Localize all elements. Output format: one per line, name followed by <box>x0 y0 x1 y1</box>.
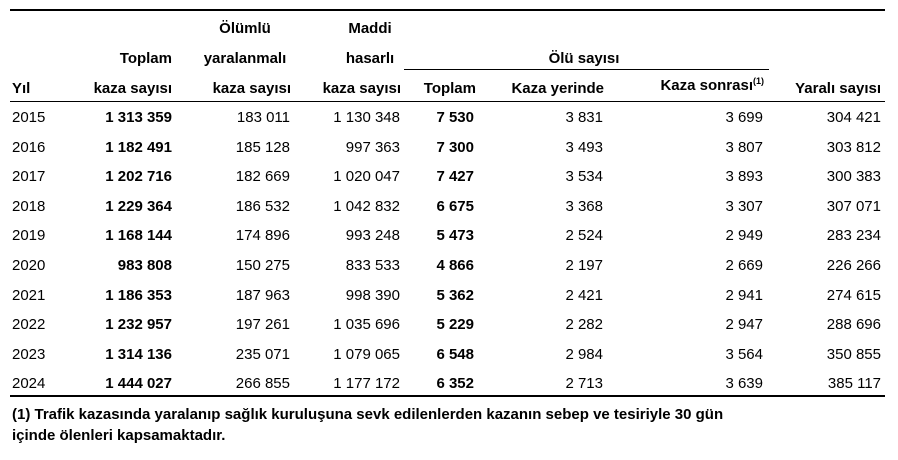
cell-total: 1 182 491 <box>105 138 172 156</box>
cell-damage: 1 130 348 <box>333 109 400 126</box>
header-deaths-group: Ölü sayısı <box>548 50 620 67</box>
cell-year: 2017 <box>12 168 46 186</box>
header-damage-line3: kaza sayısı <box>322 80 401 97</box>
cell-injured: 274 615 <box>826 286 881 304</box>
cell-year: 2018 <box>12 197 46 215</box>
cell-total: 1 444 027 <box>105 375 172 393</box>
cell-total: 1 314 136 <box>105 345 172 363</box>
cell-injured: 304 421 <box>826 109 881 126</box>
cell-deaths-scene: 2 524 <box>565 227 603 245</box>
cell-deaths-scene: 3 368 <box>565 197 603 215</box>
cell-damage: 1 177 172 <box>333 375 400 393</box>
cell-year: 2021 <box>12 286 46 304</box>
cell-damage: 993 248 <box>345 227 400 245</box>
cell-injured: 307 071 <box>826 197 881 215</box>
cell-year: 2016 <box>12 138 46 156</box>
header-damage-line1: Maddi <box>348 20 392 37</box>
header-fatal-line1: Ölümlü <box>219 20 271 37</box>
header-deaths-scene: Kaza yerinde <box>511 80 604 97</box>
cell-damage: 997 363 <box>345 138 400 156</box>
cell-total: 1 229 364 <box>105 197 172 215</box>
header-fatal-line3: kaza sayısı <box>212 80 291 97</box>
cell-injured: 226 266 <box>826 257 881 274</box>
cell-deaths-scene: 3 831 <box>565 109 603 126</box>
deaths-group-rule <box>404 69 769 70</box>
cell-deaths-scene: 2 421 <box>565 286 603 304</box>
header-year: Yıl <box>12 80 31 97</box>
header-total-line2: kaza sayısı <box>93 80 172 97</box>
cell-injured: 288 696 <box>826 316 881 334</box>
cell-deaths-after: 2 669 <box>725 257 763 274</box>
cell-fatal: 187 963 <box>235 286 290 304</box>
cell-deaths-scene: 3 534 <box>565 168 603 186</box>
cell-deaths-scene: 2 713 <box>565 375 603 393</box>
cell-injured: 385 117 <box>827 375 881 393</box>
cell-fatal: 235 071 <box>235 345 290 363</box>
cell-fatal: 197 261 <box>235 316 290 334</box>
cell-injured: 303 812 <box>826 138 881 156</box>
cell-deaths-scene: 2 984 <box>565 345 603 363</box>
cell-injured: 283 234 <box>826 227 881 245</box>
cell-total: 1 313 359 <box>105 109 172 126</box>
table-top-rule <box>10 9 885 11</box>
cell-deaths-after: 3 307 <box>725 197 763 215</box>
footnote-line1: (1) Trafik kazasında yaralanıp sağlık kuruluşuna sevk edilenlerden kazanın sebep ve tesiriyle 30 gün <box>12 406 724 423</box>
cell-deaths-total: 6 675 <box>436 197 474 215</box>
header-deaths-after-label: Kaza sonrası <box>660 77 753 94</box>
cell-damage: 998 390 <box>345 286 400 304</box>
footnote-line2: içinde ölenleri kapsamaktadır. <box>12 427 226 444</box>
cell-fatal: 174 896 <box>235 227 290 245</box>
cell-fatal: 266 855 <box>235 375 290 393</box>
cell-deaths-total: 6 352 <box>436 375 474 393</box>
cell-deaths-after: 3 807 <box>725 138 763 156</box>
cell-deaths-after: 3 639 <box>725 375 763 393</box>
header-deaths-total: Toplam <box>423 80 476 97</box>
cell-total: 1 202 716 <box>105 168 172 186</box>
header-total-line1: Toplam <box>119 50 172 67</box>
cell-total: 1 232 957 <box>105 316 172 334</box>
cell-deaths-scene: 2 282 <box>565 316 603 334</box>
cell-deaths-total: 7 300 <box>436 138 474 156</box>
cell-damage: 833 533 <box>345 257 400 274</box>
cell-total: 983 808 <box>117 257 172 274</box>
cell-deaths-total: 5 473 <box>436 227 474 245</box>
cell-fatal: 186 532 <box>235 197 290 215</box>
header-damage-line2: hasarlı <box>345 50 395 67</box>
cell-deaths-scene: 3 493 <box>565 138 603 156</box>
cell-injured: 300 383 <box>826 168 881 186</box>
cell-deaths-total: 4 866 <box>436 257 474 274</box>
cell-deaths-total: 5 229 <box>436 316 474 334</box>
cell-deaths-after: 2 947 <box>725 316 763 334</box>
cell-damage: 1 035 696 <box>333 316 400 334</box>
cell-damage: 1 020 047 <box>333 168 400 186</box>
cell-year: 2022 <box>12 316 46 334</box>
header-injured: Yaralı sayısı <box>795 80 881 97</box>
cell-deaths-after: 3 699 <box>725 109 763 126</box>
cell-deaths-after: 2 949 <box>725 227 763 245</box>
cell-deaths-total: 7 530 <box>436 109 474 126</box>
table-bottom-rule <box>10 395 885 397</box>
cell-fatal: 183 011 <box>236 109 290 126</box>
footnote-ref-1: (1) <box>753 76 764 86</box>
cell-total: 1 168 144 <box>105 227 172 245</box>
cell-year: 2019 <box>12 227 46 245</box>
cell-year: 2020 <box>12 257 46 274</box>
cell-damage: 1 079 065 <box>333 345 400 363</box>
cell-fatal: 182 669 <box>235 168 290 186</box>
cell-deaths-after: 3 893 <box>725 168 763 186</box>
header-bottom-rule <box>10 101 885 102</box>
cell-deaths-after: 2 941 <box>725 286 763 304</box>
header-fatal-line2: yaralanmalı <box>203 50 287 67</box>
cell-deaths-after: 3 564 <box>725 345 763 363</box>
cell-fatal: 150 275 <box>235 257 290 274</box>
cell-deaths-scene: 2 197 <box>565 257 603 274</box>
cell-deaths-total: 7 427 <box>436 168 474 186</box>
cell-total: 1 186 353 <box>105 286 172 304</box>
cell-fatal: 185 128 <box>235 138 290 156</box>
cell-injured: 350 855 <box>826 345 881 363</box>
cell-year: 2024 <box>12 375 46 393</box>
cell-year: 2015 <box>12 109 46 126</box>
footnote <box>12 404 723 446</box>
cell-year: 2023 <box>12 345 46 363</box>
cell-damage: 1 042 832 <box>333 197 400 215</box>
header-deaths-after <box>610 77 764 95</box>
cell-deaths-total: 6 548 <box>436 345 474 363</box>
cell-deaths-total: 5 362 <box>436 286 474 304</box>
